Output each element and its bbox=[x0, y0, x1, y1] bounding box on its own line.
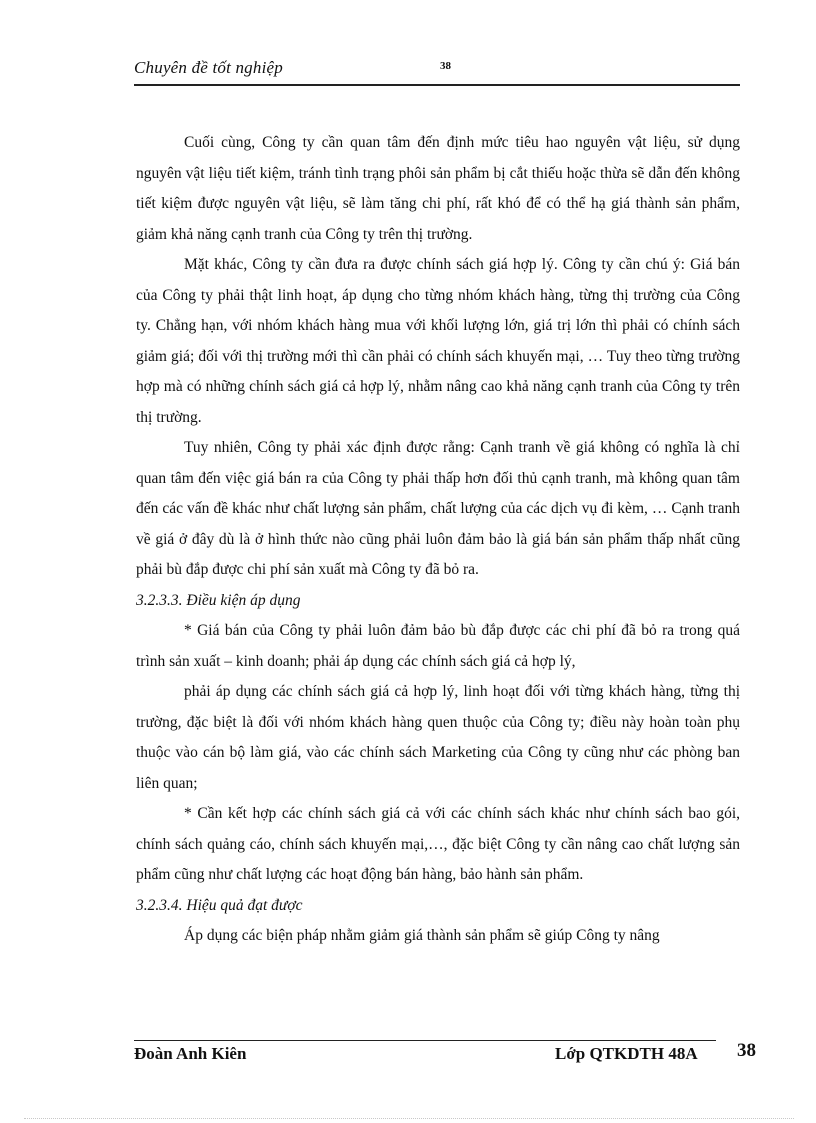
page-edge-divider bbox=[24, 1118, 794, 1119]
footer-divider bbox=[134, 1040, 716, 1041]
section-heading-results: 3.2.3.4. Hiệu quả đạt được bbox=[136, 896, 303, 914]
paragraph-results: Áp dụng các biện pháp nhằm giảm giá thành sản phẩm sẽ giúp Công ty nâng bbox=[184, 927, 660, 944]
page-header bbox=[134, 54, 740, 86]
header-page-number: 38 bbox=[440, 60, 451, 72]
paragraph-price-competition: Tuy nhiên, Công ty phải xác định được rằng: Cạnh tranh về giá không có nghĩa là chỉ quan tâm đến việc giá bán ra của Công ty phải thấp hơn đối thủ cạnh tranh, mà không quan tâm đến các vấn đề khác như chất lượng sản phẩm, chất lượng của các dịch vụ đi kèm, … Cạnh tranh về giá ở đây dù là ở hình thức nào cũng phải luôn đảm bảo là giá bán sản phẩm thấp nhất cũng phải bù đắp được chi phí sản xuất mà Công ty đã bỏ ra. bbox=[136, 439, 740, 578]
paragraph-condition-cost-recovery: * Giá bán của Công ty phải luôn đảm bảo bù đắp được các chi phí đã bỏ ra trong quá trình sản xuất – kinh doanh; phải áp dụng các chính sách giá cả hợp lý, bbox=[136, 622, 740, 670]
paragraph-condition-flexible-pricing: phải áp dụng các chính sách giá cả hợp lý, linh hoạt đối với từng khách hàng, từng thị trường, đặc biệt là đối với nhóm khách hàng quen thuộc của Công ty; điều này hoàn toàn phụ thuộc vào cán bộ làm giá, vào các chính sách Marketing của Công ty cũng như các phòng ban liên quan; bbox=[136, 683, 740, 792]
paragraph-cost-control: Cuối cùng, Công ty cần quan tâm đến định mức tiêu hao nguyên vật liệu, sử dụng nguyên vật liệu tiết kiệm, tránh tình trạng phôi sản phẩm bị cắt thiếu hoặc thừa sẽ dẫn đến không tiết kiệm được nguyên vật liệu, sẽ làm tăng chi phí, rất khó để có thể hạ giá thành sản phẩm, giảm khả năng cạnh tranh của Công ty trên thị trường. bbox=[136, 134, 740, 243]
header-title: Chuyên đề tốt nghiệp bbox=[134, 58, 283, 77]
section-heading-conditions: 3.2.3.3. Điều kiện áp dụng bbox=[136, 591, 301, 609]
footer-page-number: 38 bbox=[737, 1040, 756, 1061]
footer-class: Lớp QTKDTH 48A bbox=[555, 1044, 698, 1063]
paragraph-condition-combined-policies: * Cần kết hợp các chính sách giá cả với các chính sách khác như chính sách bao gói, chính sách quảng cáo, chính sách khuyến mại,…, đặc biệt Công ty cần nâng cao chất lượng sản phẩm cũng như chất lượng các hoạt động bán hàng, bảo hành sản phẩm. bbox=[136, 805, 740, 883]
footer-author: Đoàn Anh Kiên bbox=[134, 1044, 247, 1063]
body-text bbox=[136, 128, 740, 952]
paragraph-pricing-policy: Mặt khác, Công ty cần đưa ra được chính sách giá hợp lý. Công ty cần chú ý: Giá bán của Công ty phải thật linh hoạt, áp dụng cho từng nhóm khách hàng, từng thị trường của Công ty. Chẳng hạn, với nhóm khách hàng mua với khối lượng lớn, giá trị lớn thì phải có chính sách giảm giá; đối với thị trường mới thì cần phải có chính sách khuyến mại, … Tuy theo từng trường hợp mà có những chính sách giá cả hợp lý, nhằm nâng cao khả năng cạnh tranh của Công ty trên thị trường. bbox=[136, 256, 740, 426]
